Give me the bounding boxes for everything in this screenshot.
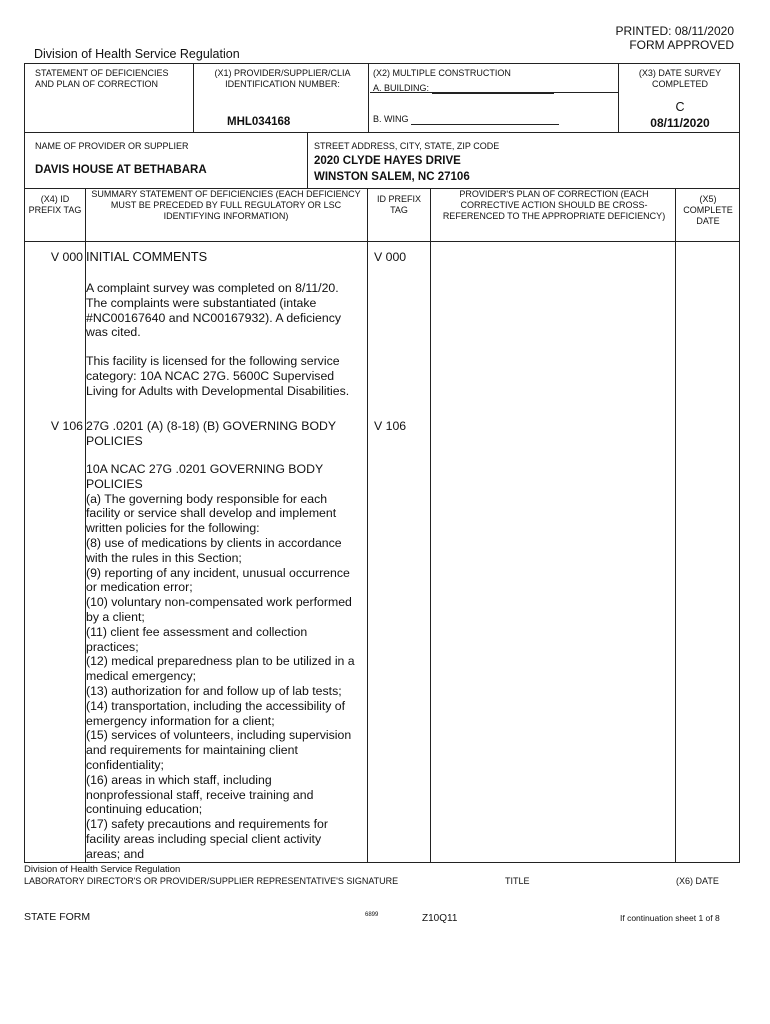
deficiency-form bbox=[24, 63, 740, 863]
title-label: TITLE bbox=[505, 876, 530, 886]
event-id: Z10Q11 bbox=[422, 913, 458, 924]
id-tag: V 000 bbox=[374, 250, 407, 264]
provider-name: DAVIS HOUSE AT BETHABARA bbox=[35, 164, 207, 176]
printed-date: PRINTED: 08/11/2020 bbox=[615, 24, 734, 38]
divider bbox=[675, 188, 676, 863]
divider bbox=[307, 132, 308, 188]
building-label: A. BUILDING: bbox=[373, 83, 430, 93]
address-line1: 2020 CLYDE HAYES DRIVE bbox=[314, 155, 461, 167]
divider bbox=[193, 64, 194, 132]
continuation-label: If continuation sheet 1 of 8 bbox=[620, 913, 720, 923]
x3-label: (X3) DATE SURVEY COMPLETED bbox=[638, 68, 722, 89]
survey-date: 08/11/2020 bbox=[650, 116, 710, 130]
provider-id: MHL034168 bbox=[227, 116, 291, 128]
survey-code: C bbox=[675, 100, 685, 114]
address-line2: WINSTON SALEM, NC 27106 bbox=[314, 171, 470, 183]
x4-tag: V 106 bbox=[50, 419, 83, 433]
x1-label: (X1) PROVIDER/SUPPLIER/CLIA IDENTIFICATION NUMBER: bbox=[214, 68, 351, 89]
wing-blank bbox=[411, 115, 559, 125]
state-form-label: STATE FORM bbox=[24, 911, 91, 923]
divider bbox=[368, 64, 369, 132]
print-stamp bbox=[615, 24, 734, 52]
col-header-id: ID PREFIX TAG bbox=[376, 194, 421, 215]
divider bbox=[25, 241, 739, 242]
building-blank bbox=[432, 84, 554, 94]
date-label: (X6) DATE bbox=[676, 876, 719, 886]
x2-label: (X2) MULTIPLE CONSTRUCTION bbox=[373, 68, 511, 78]
divider bbox=[25, 132, 739, 133]
col-header-summary: SUMMARY STATEMENT OF DEFICIENCIES (EACH DEFICIENCY MUST BE PRECEDED BY FULL REGULATORY OR LSC IDENTIFYING INFORMATION) bbox=[91, 189, 361, 221]
form-number: 6899 bbox=[365, 912, 379, 918]
entry-title: 27G .0201 (A) (8-18) (B) GOVERNING BODY POLICIES bbox=[86, 419, 337, 448]
entry-paragraph: 10A NCAC 27G .0201 GOVERNING BODY POLICIES (a) The governing body responsible for each facility or service shall develop and implement written policies for the following: (8) use of medications by clients in accordance with the rules in this Section; (9) reporting of any incident, unusual occurrence or medication error; (10) voluntary non-compensated work performed by a client; (11) client fee assessment and collection practices; (12) medical preparedness plan to be utilized in a medical emergency; (13) authorization for and follow up of lab tests; (14) transportation, including the accessibility of emergency information for a client; (15) services of volunteers, including supervision and requirements for maintaining client confidentiality; (16) areas in which staff, including nonprofessional staff, receive training and continuing education; (17) safety precautions and requirements for facility areas including special client activity areas; and bbox=[86, 462, 355, 861]
statement-label: STATEMENT OF DEFICIENCIES AND PLAN OF CORRECTION bbox=[35, 68, 169, 89]
address-label: STREET ADDRESS, CITY, STATE, ZIP CODE bbox=[314, 141, 500, 151]
wing-field bbox=[373, 114, 559, 125]
id-tag: V 106 bbox=[374, 419, 407, 433]
col-header-x5: (X5) COMPLETE DATE bbox=[683, 194, 733, 226]
divider bbox=[430, 188, 431, 863]
col-header-plan: PROVIDER'S PLAN OF CORRECTION (EACH CORRECTIVE ACTION SHOULD BE CROSS-REFERENCED TO THE APPROPRIATE DEFICIENCY) bbox=[442, 189, 666, 221]
x4-tag: V 000 bbox=[50, 250, 83, 264]
agency-name: Division of Health Service Regulation bbox=[34, 47, 240, 61]
provider-label: NAME OF PROVIDER OR SUPPLIER bbox=[35, 141, 189, 151]
entry-paragraph: A complaint survey was completed on 8/11/20. The complaints were substantiated (intake #NC00167640 and NC00167932). A deficiency was cited. bbox=[86, 281, 342, 340]
entry-paragraph: This facility is licensed for the following service category: 10A NCAC 27G. 5600C Supervised Living for Adults with Developmental Disabilities. bbox=[86, 354, 350, 398]
entry-title: INITIAL COMMENTS bbox=[86, 249, 208, 264]
divider bbox=[618, 64, 619, 132]
footer-agency: Division of Health Service Regulation bbox=[24, 864, 181, 875]
signature-label: LABORATORY DIRECTOR'S OR PROVIDER/SUPPLIER REPRESENTATIVE'S SIGNATURE bbox=[24, 876, 399, 886]
wing-label: B. WING bbox=[373, 114, 409, 124]
building-field bbox=[373, 83, 554, 94]
form-approved: FORM APPROVED bbox=[629, 38, 734, 52]
col-header-x4: (X4) ID PREFIX TAG bbox=[28, 194, 82, 215]
